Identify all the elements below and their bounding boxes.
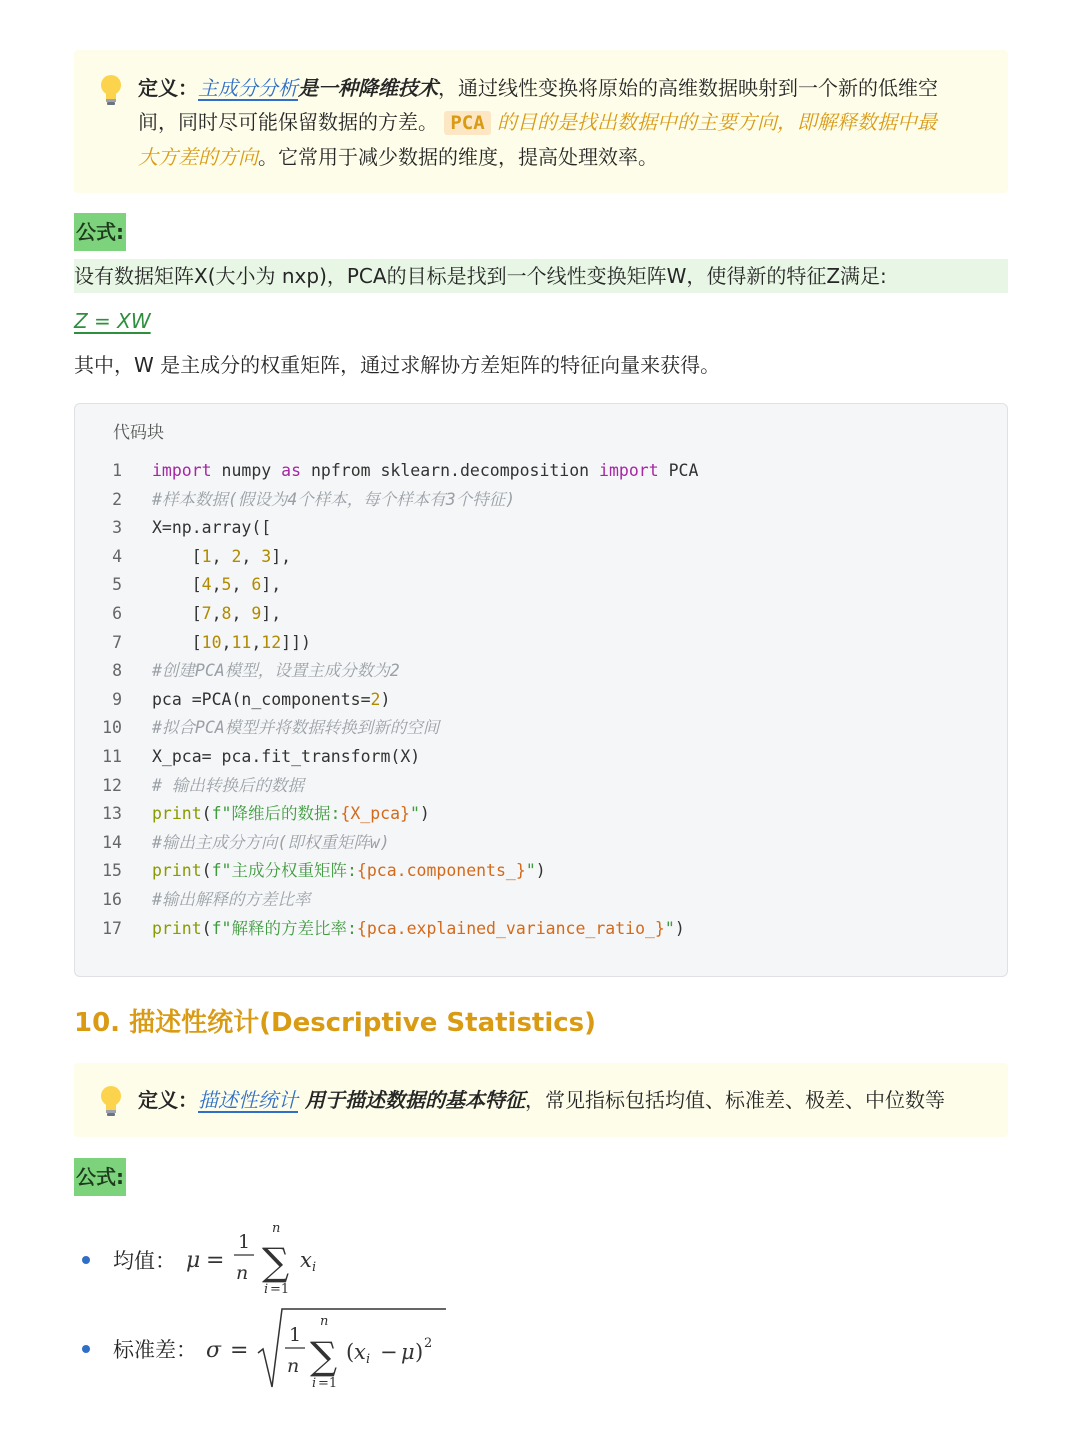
svg-text:σ: σ — [206, 1338, 222, 1363]
stats-definition-text — [138, 1083, 978, 1117]
pca-definition-callout — [74, 50, 1008, 193]
code-line: 2 #样本数据(假设为4个样本，每个样本有3个特征) — [112, 489, 516, 509]
pca-equation[interactable] — [74, 304, 151, 338]
code-line: 12 # 输出转换后的数据 — [102, 775, 304, 795]
code-line: 14 #输出主成分方向(即权重矩阵w) — [102, 832, 390, 852]
pca-orange-a: 的目的是找出数据中的主要方向，即解释数据中最 — [490, 110, 938, 134]
std-formula — [200, 1305, 450, 1395]
pca-text-3: 。它常用于减少数据的维度，提高处理效率。 — [258, 145, 658, 169]
pca-badge: PCA — [444, 111, 490, 135]
code-block — [74, 403, 1008, 977]
code-line: 4 [1, 2, 3], — [112, 546, 292, 566]
mean-formula — [180, 1215, 330, 1301]
std-label: 标准差： — [113, 1338, 197, 1362]
svg-text:(: ( — [346, 1340, 355, 1364]
svg-text:): ) — [415, 1340, 424, 1364]
lightbulb-icon — [96, 1083, 126, 1119]
pca-text-2: 间，同时尽可能保留数据的方差。 — [138, 110, 438, 134]
pca-orange-b: 大方差的方向 — [138, 145, 258, 169]
stats-rest: ，常见指标包括均值、标准差、极差、中位数等 — [524, 1088, 945, 1112]
svg-text:=: = — [230, 1338, 249, 1363]
svg-text:1: 1 — [289, 1324, 302, 1346]
svg-text:i: i — [312, 1260, 317, 1275]
code-line: 5 [4,5, 6], — [112, 575, 282, 595]
svg-text:n: n — [236, 1262, 249, 1284]
svg-text:x: x — [354, 1340, 366, 1364]
code-line: 13 print(f"降维后的数据:{X_pca}") — [102, 804, 430, 824]
svg-text:n: n — [320, 1314, 329, 1329]
code-line: 16 #输出解释的方差比率 — [102, 889, 311, 909]
pca-bold-phrase: 是一种降维技术 — [298, 76, 438, 100]
svg-text:μ: μ — [186, 1248, 201, 1273]
code-line: 1 import numpy as npfrom sklearn.decomposition import PCA — [112, 461, 699, 480]
svg-text:=1: =1 — [270, 1282, 290, 1297]
code-line: 10 #拟合PCA模型并将数据转换到新的空间 — [102, 718, 440, 738]
code-block-label: 代码块 — [113, 423, 164, 443]
svg-text:∑: ∑ — [262, 1240, 290, 1284]
svg-text:i: i — [366, 1352, 371, 1367]
code-line: 8 #创建PCA模型，设置主成分数为2 — [112, 661, 400, 681]
svg-text:∑: ∑ — [310, 1334, 338, 1378]
pca-text-1: ，通过线性变换将原始的高维数据映射到一个新的低维空 — [438, 76, 938, 100]
svg-text:−: − — [380, 1340, 398, 1364]
svg-text:=1: =1 — [318, 1376, 338, 1391]
svg-text:i: i — [312, 1376, 317, 1391]
std-bullet — [82, 1305, 532, 1400]
bullet-dot — [82, 1345, 90, 1353]
svg-text:=: = — [206, 1248, 225, 1273]
code-line: 6 [7,8, 9], — [112, 603, 282, 623]
stats-definition-callout — [74, 1063, 1008, 1137]
svg-text:n: n — [272, 1221, 281, 1236]
pca-formula-note: 其中，W 是主成分的权重矩阵，通过求解协方差矩阵的特征向量来获得。 — [74, 353, 721, 377]
mean-label: 均值： — [113, 1249, 176, 1273]
formula-label-1: 公式: — [74, 213, 126, 251]
formula-label-2: 公式: — [74, 1158, 126, 1196]
stats-bold-phrase: 用于描述数据的基本特征 — [298, 1088, 525, 1112]
svg-text:μ: μ — [401, 1340, 415, 1364]
pca-equation-link[interactable]: Z = XW — [74, 309, 151, 333]
code-lines — [75, 457, 1007, 943]
code-line: 9 pca =PCA(n_components=2) — [112, 689, 391, 709]
code-line: 15 print(f"主成分权重矩阵:{pca.components_}") — [102, 861, 546, 881]
definition-label: 定义： — [138, 1088, 198, 1112]
svg-text:1: 1 — [238, 1231, 251, 1253]
definition-label: 定义： — [138, 76, 198, 100]
code-line: 11 X_pca= pca.fit_transform(X) — [102, 746, 421, 766]
code-line: 7 [10,11,12]]) — [112, 632, 311, 652]
stats-term-link[interactable]: 描述性统计 — [198, 1088, 298, 1112]
bullet-dot — [82, 1256, 90, 1264]
lightbulb-icon — [96, 72, 126, 108]
pca-definition-text — [138, 71, 978, 174]
mean-bullet — [82, 1215, 482, 1305]
code-line: 17 print(f"解释的方差比率:{pca.explained_variance_ratio_}") — [102, 918, 685, 938]
svg-text:n: n — [287, 1355, 300, 1377]
svg-text:i: i — [264, 1282, 269, 1297]
code-line: 3 X=np.array([ — [112, 518, 272, 538]
svg-text:x: x — [300, 1248, 312, 1272]
pca-formula-intro: 设有数据矩阵X(大小为 nxp)，PCA的目标是找到一个线性变换矩阵W，使得新的特征Z满足: — [74, 264, 887, 288]
svg-text:2: 2 — [424, 1336, 433, 1351]
section-heading: 10. 描述性统计(Descriptive Statistics) — [74, 1008, 597, 1038]
pca-term-link[interactable]: 主成分分析 — [198, 76, 298, 100]
